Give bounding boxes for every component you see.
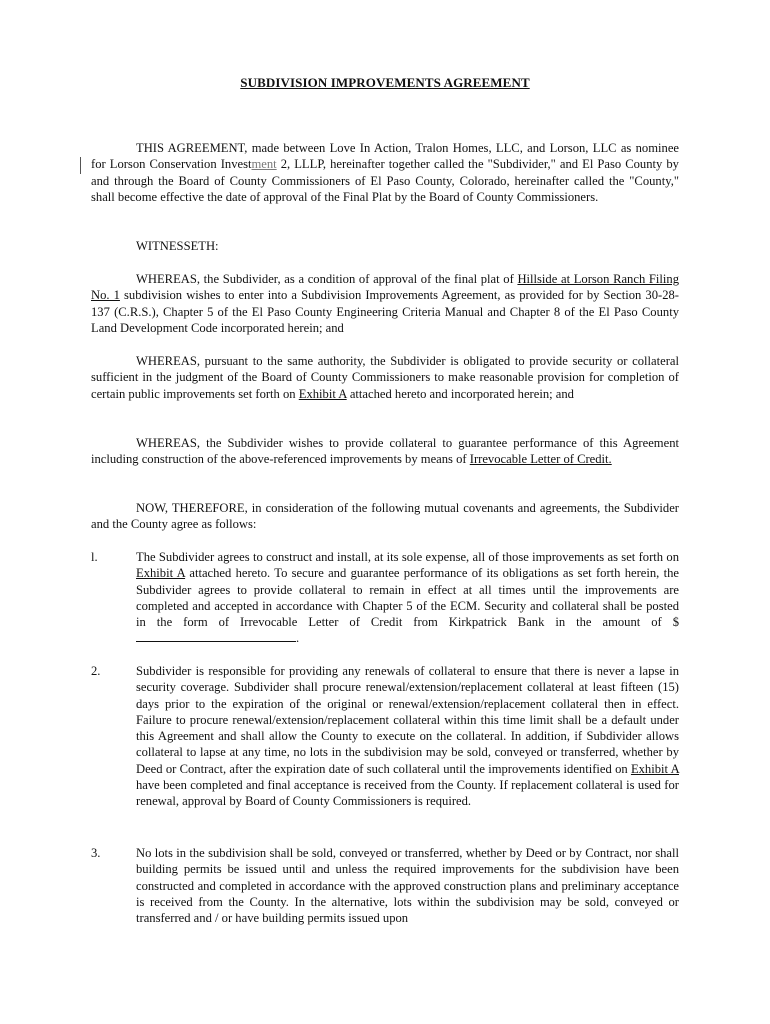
whereas-paragraph-1: WHEREAS, the Subdivider, as a condition of approval of the final plat of Hillside at Lorson Ranch Filing No. 1 subdivision wishes to enter into a Subdivision Improvements Agreement, as provided for by Section 30-28-137 (C.R.S.), Chapter 5 of the El Paso County Engineering Criteria Manual and Chapter 8 of the El Paso County Land Development Code incorporated herein; and: [91, 272, 679, 335]
exhibit-a-ref: Exhibit A: [630, 761, 679, 776]
revision-change-bar: [80, 157, 81, 174]
intro-text-cont: 2, LLLP, hereinafter together called the "Subdivider," and El Paso County by and through the Board of County Commissioners of El Paso County, Colorado, hereinafter called the "County," shall become effective the date of approval of the Final Plat by the Board of County Commissioners.: [91, 157, 679, 204]
whereas-paragraph-2: WHEREAS, pursuant to the same authority, the Subdivider is obligated to provide security or collateral sufficient in the judgment of the Board of County Commissioners to make reasonable provision for completion of certain public improvements set forth on Exhibit A attached hereto and incorporated herein; and: [91, 354, 679, 401]
tracked-change-text: ment: [251, 157, 277, 172]
whereas-paragraph-3: WHEREAS, the Subdivider wishes to provide collateral to guarantee performance of this Agreement including construction of the above-referenced improvements by means of Irrevocable Letter of Credit.: [91, 436, 679, 467]
item-body: The Subdivider agrees to construct and install, at its sole expense, all of those improvements as set forth on Exhibit A attached hereto. To secure and guarantee performance of its obligations as set forth herein, the Subdivider agrees to provide collateral to remain in effect at all times until the improvements are completed and accepted in accordance with Chapter 5 of the ECM. Security and collateral shall be posted in the form of Irrevocable Letter of Credit from Kirkpatrick Bank in the amount of $.: [136, 550, 679, 646]
filing-name-link: Hillside at Lorson Ranch Filing No. 1: [91, 272, 679, 303]
document-title: SUBDIVISION IMPROVEMENTS AGREEMENT: [240, 75, 530, 90]
letter-of-credit-ref: Irrevocable Letter of Credit.: [469, 452, 612, 467]
witnesseth-heading: WITNESSETH:: [136, 239, 219, 253]
exhibit-a-ref: Exhibit A: [136, 566, 186, 581]
exhibit-a-ref: Exhibit A: [298, 386, 347, 401]
now-therefore-paragraph: NOW, THEREFORE, in consideration of the following mutual covenants and agreements, the Subdivider and the County agree as follows:: [91, 501, 679, 532]
item-number: l.: [91, 550, 98, 564]
intro-text: THIS AGREEMENT, made between Love In Action, Tralon Homes, LLC, and Lorson, LLC as nominee for Lorson Conservation Invest: [91, 141, 679, 172]
amount-blank: [136, 630, 296, 642]
item-body: No lots in the subdivision shall be sold, conveyed or transferred, whether by Deed or by Contract, nor shall building permits be issued until and unless the required improvements for the subdivision have been constructed and completed in accordance with the approved construction plans and preliminary acceptance is received from the County. In the alternative, lots within the subdivision may be sold, conveyed or transferred and / or have building permits issued upon: [136, 846, 679, 926]
item-number: 3.: [91, 846, 101, 860]
item-body: Subdivider is responsible for providing any renewals of collateral to ensure that there is never a lapse in security coverage. Subdivider shall procure renewal/extension/replacement collateral at least fifteen (15) days prior to the expiration of the original or renewal/extension/replacement collateral then in effect. Failure to procure renewal/extension/replacement collateral within this time limit shall be a default under this Agreement and shall allow the County to execute on the collateral. In addition, if Subdivider allows collateral to lapse at any time, no lots in the subdivision may be sold, conveyed or transferred, whether by Deed or Contract, after the expiration date of such collateral until the improvements identified on Exhibit A have been completed and final acceptance is received from the County. If replacement collateral is used for renewal, approval by Board of County Commissioners is required.: [136, 664, 679, 809]
intro-paragraph: [91, 140, 679, 205]
item-number: 2.: [91, 664, 101, 678]
